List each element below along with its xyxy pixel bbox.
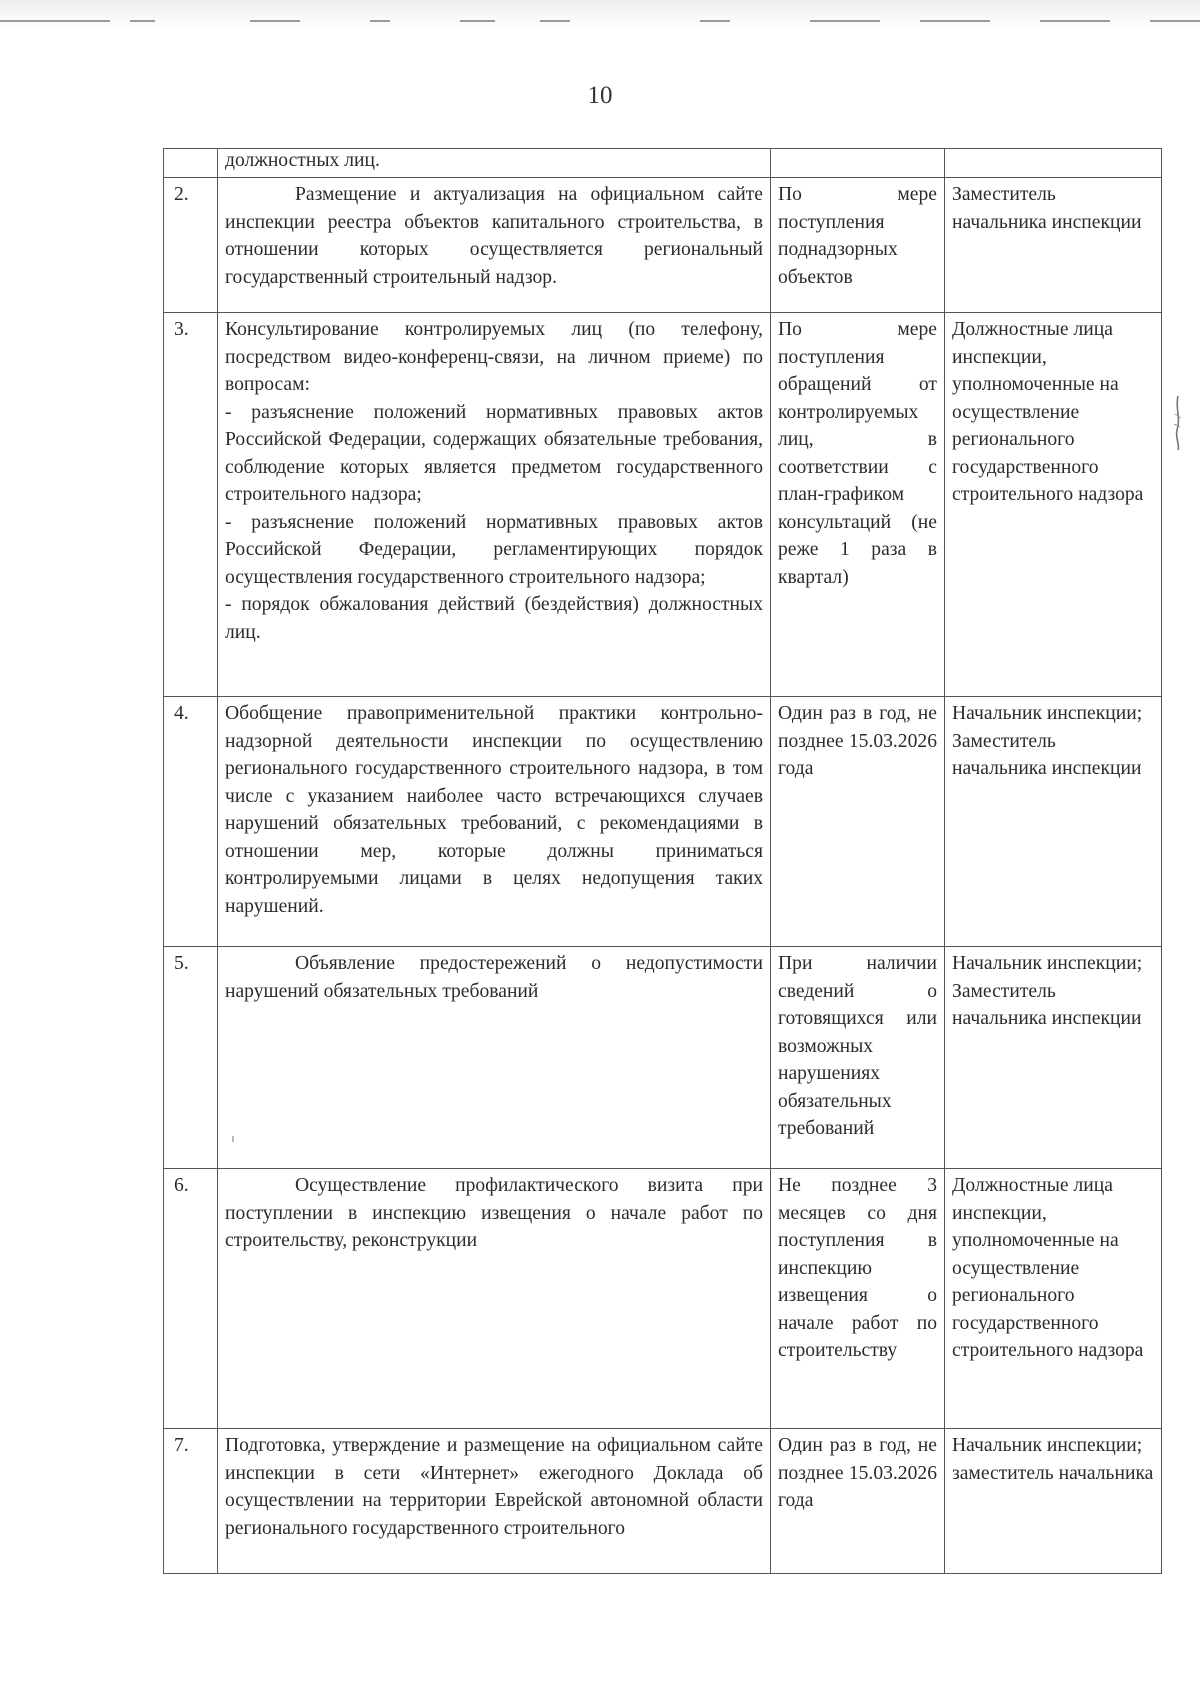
row-responsible: Начальник инспекции; Заместитель начальника инспекции [945, 697, 1162, 947]
row-term: По мере поступления обращений от контролируемых лиц, в соответствии с план-графиком консультаций (не реже 1 раза в квартал) [771, 313, 945, 697]
table-row [164, 149, 1162, 178]
row-term: По мере поступления поднадзорных объектов [771, 178, 945, 313]
table-row [164, 1169, 1162, 1429]
row-responsible: Начальник инспекции; заместитель начальника [945, 1429, 1162, 1574]
table-row [164, 313, 1162, 697]
table-row [164, 1429, 1162, 1574]
scan-edge [0, 0, 1200, 30]
row-number: 3. [164, 313, 218, 697]
row-action: Обобщение правоприменительной практики контрольно-надзорной деятельности инспекции по осуществлению регионального государственного строительного надзора, в том числе с указанием наиболее часто встречающихся случаев нарушений обязательных требований, с рекомендациями в отношении мер, которые должны приниматься контролируемыми лицами в целях недопущения таких нарушений. [218, 697, 771, 947]
row-action: Осуществление профилактического визита при поступлении в инспекцию извещения о начале работ по строительству, реконструкции [218, 1169, 771, 1429]
row-action: должностных лиц. [218, 149, 771, 178]
measures-table [163, 148, 1162, 1574]
row-responsible: Начальник инспекции; Заместитель начальника инспекции [945, 947, 1162, 1169]
row-number [164, 149, 218, 178]
row-action: Размещение и актуализация на официальном сайте инспекции реестра объектов капитального строительства, в отношении которых осуществляется региональный государственный строительный надзор. [218, 178, 771, 313]
row-term: Не позднее 3 месяцев со дня поступления в инспекцию извещения о начале работ по строительству [771, 1169, 945, 1429]
row-number: 7. [164, 1429, 218, 1574]
row-term: Один раз в год, не позднее 15.03.2026 года [771, 1429, 945, 1574]
row-action: Консультирование контролируемых лиц (по телефону, посредством видео-конференц-связи, на личном приеме) по вопросам: - разъяснение положений нормативных правовых актов Российской Федерации, содержащих обязательные требования, соблюдение которых является предметом государственного строительного надзора; - разъяснение положений нормативных правовых актов Российской Федерации, регламентирующих порядок осуществления государственного строительного надзора; - порядок обжалования действий (бездействия) должностных лиц. [218, 313, 771, 697]
row-number: 4. [164, 697, 218, 947]
row-number: 2. [164, 178, 218, 313]
row-action: Подготовка, утверждение и размещение на официальном сайте инспекции в сети «Интернет» ежегодного Доклада об осуществлении на территории Еврейской автономной области регионального государственного строительного [218, 1429, 771, 1574]
row-responsible [945, 149, 1162, 178]
row-responsible: Должностные лица инспекции, уполномоченные на осуществление регионального государственного строительного надзора [945, 313, 1162, 697]
row-action: Объявление предостережений о недопустимости нарушений обязательных требований [218, 947, 771, 1169]
row-term: При наличии сведений о готовящихся или возможных нарушениях обязательных требований [771, 947, 945, 1169]
row-term [771, 149, 945, 178]
table-row [164, 697, 1162, 947]
table-row [164, 178, 1162, 313]
page-number: 10 [587, 82, 613, 109]
row-number: 6. [164, 1169, 218, 1429]
row-responsible: Должностные лица инспекции, уполномоченные на осуществление регионального государственного строительного надзора [945, 1169, 1162, 1429]
row-responsible: Заместитель начальника инспекции [945, 178, 1162, 313]
table-row [164, 947, 1162, 1169]
row-number: 5. [164, 947, 218, 1169]
handwritten-mark [1172, 394, 1184, 452]
row-term: Один раз в год, не позднее 15.03.2026 года [771, 697, 945, 947]
